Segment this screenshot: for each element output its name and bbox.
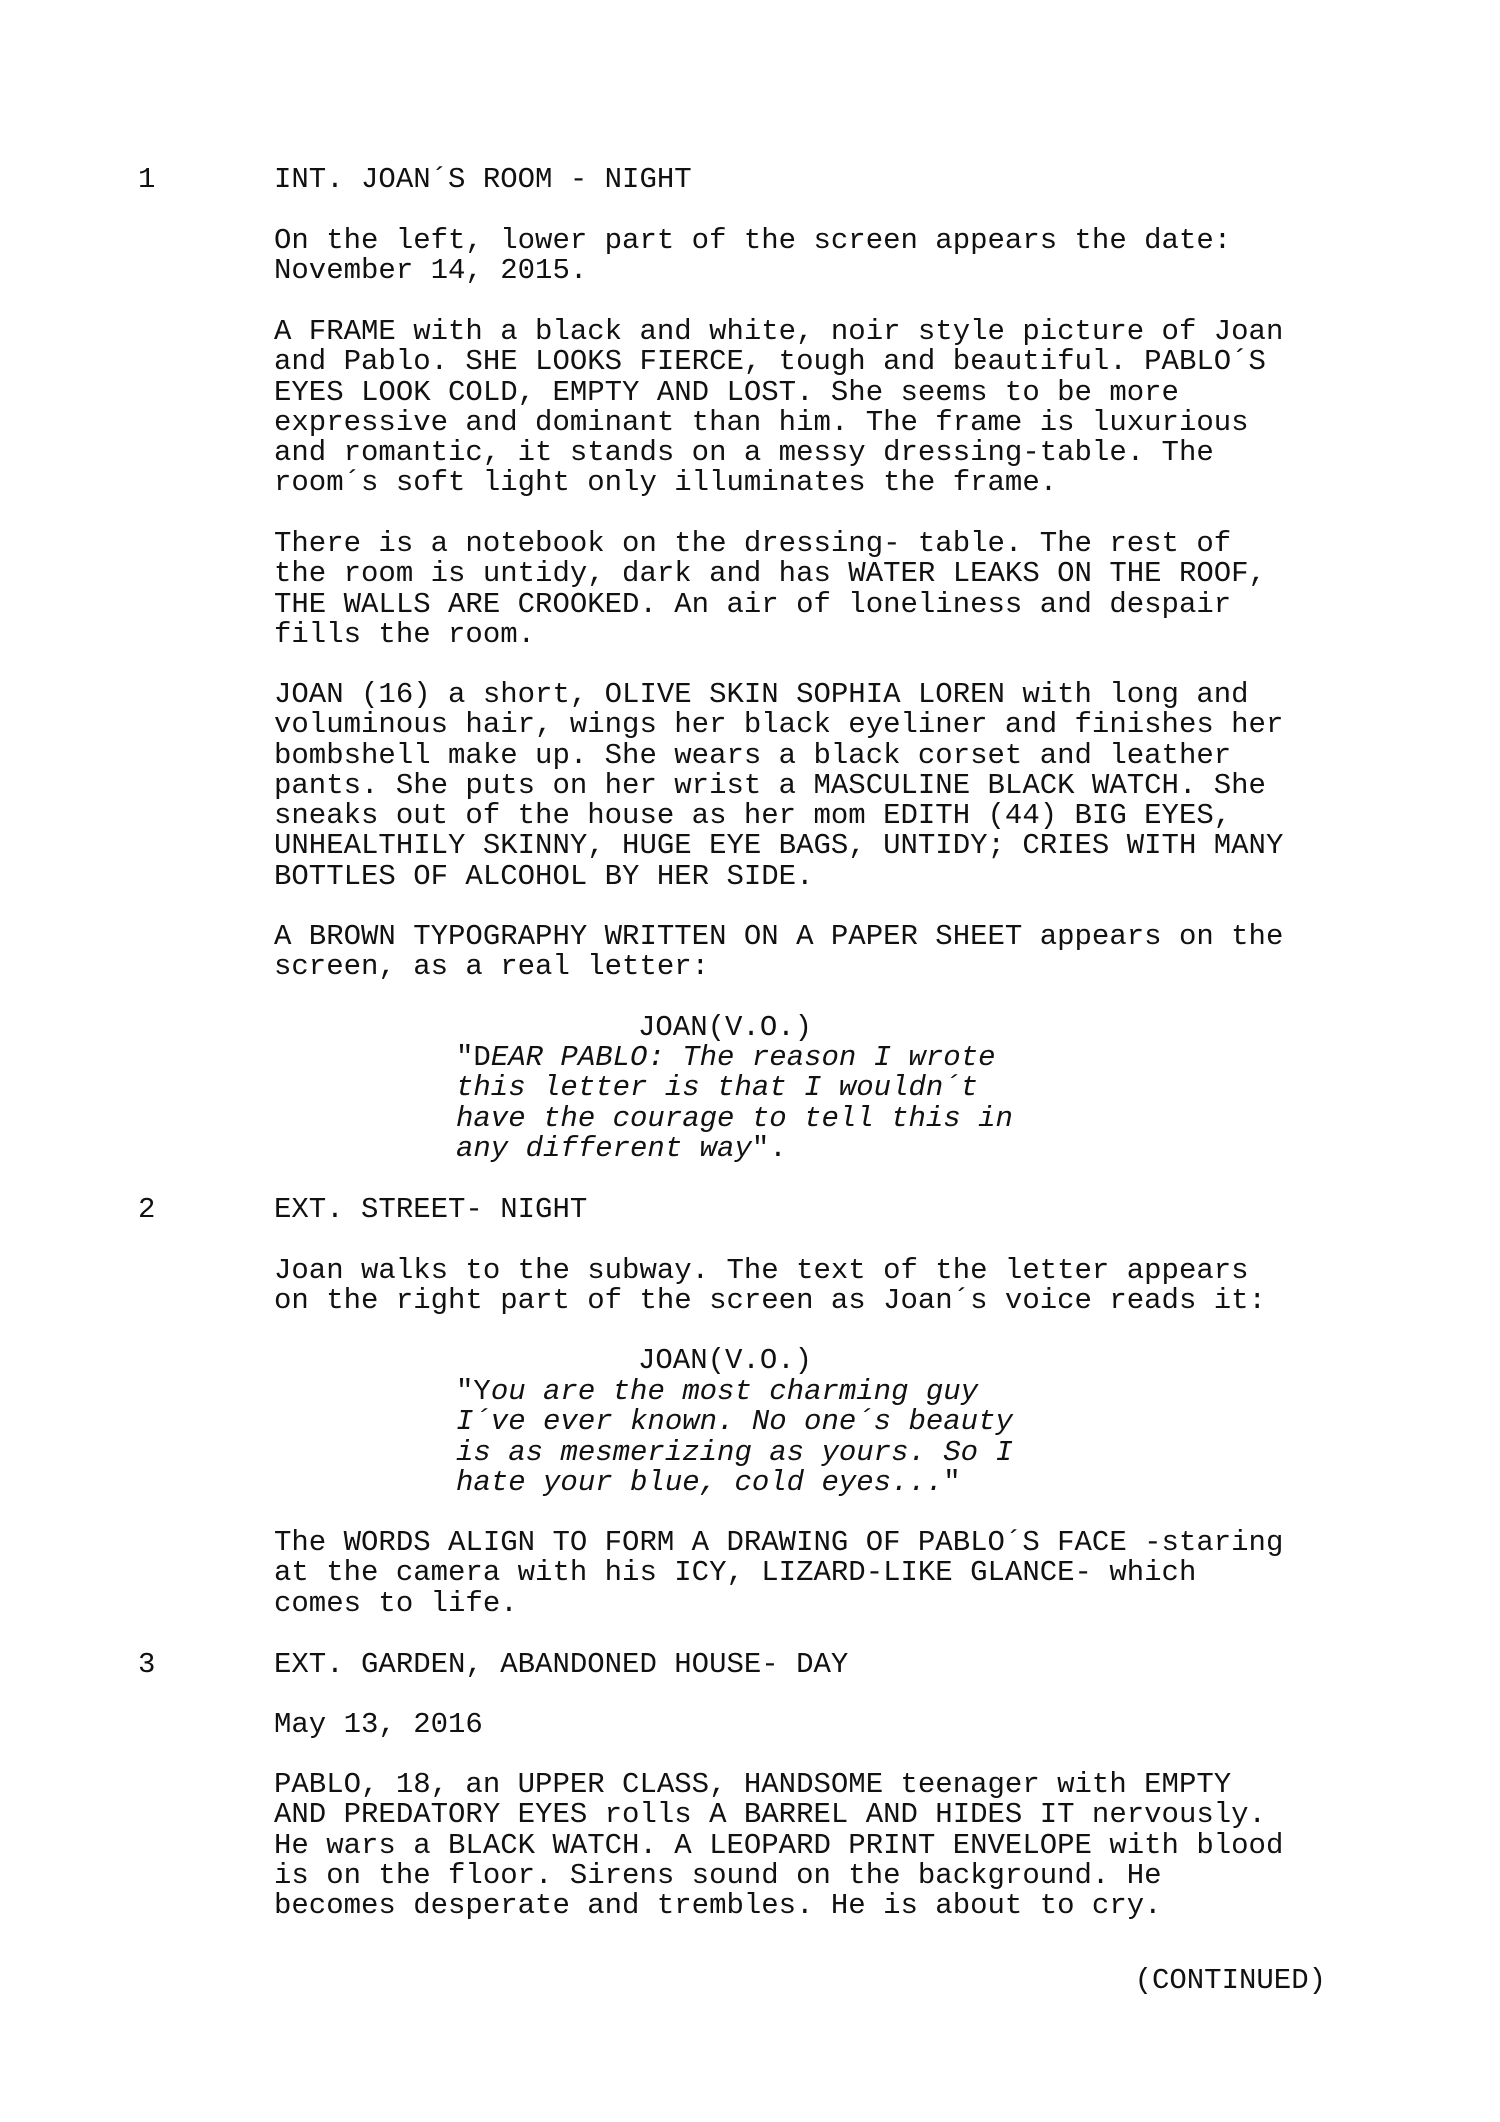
scene-heading: INT. JOAN´S ROOM - NIGHT [274,163,692,196]
dialogue-open-quote: "Y [456,1375,491,1408]
dialogue-text: EAR PABLO: The reason I wrote this letter is that I wouldn´t have the courage to tell this in any different way [456,1041,1013,1165]
action-paragraph: On the left, lower part of the screen appears the date: November 14, 2015. [274,224,1232,288]
action-paragraph: A FRAME with a black and white, noir style picture of Joan and Pablo. SHE LOOKS FIERCE, tough and beautiful. PABLO´S EYES LOOK COLD, EMPTY AND LOST. She seems to be more expressive and dominant than him. The frame is luxurious and romantic, it stands on a messy dressing-table. The room´s soft light only illuminates the frame. [274,315,1284,500]
character-name: JOAN(V.O.) [638,1344,813,1377]
action-paragraph: May 13, 2016 [274,1708,483,1741]
dialogue-close-quote: ". [751,1131,787,1165]
character-name: JOAN(V.O.) [638,1011,813,1044]
dialogue-block [456,1043,1076,1164]
action-paragraph: PABLO, 18, an UPPER CLASS, HANDSOME teenager with EMPTY AND PREDATORY EYES rolls A BARREL AND HIDES IT nervously. He wars a BLACK WATCH. A LEOPARD PRINT ENVELOPE with blood is on the floor. Sirens sound on the background. He becomes desperate and trembles. He is about to cry. [274,1768,1284,1923]
scene-heading: EXT. GARDEN, ABANDONED HOUSE- DAY [274,1648,849,1681]
dialogue-text: ou are the most charming guy I´ve ever known. No one´s beauty is as mesmerizing as yours. So I hate your blue, cold eyes... [456,1375,1013,1499]
action-paragraph: The WORDS ALIGN TO FORM A DRAWING OF PABLO´S FACE -staring at the camera with his ICY, LIZARD-LIKE GLANCE- which comes to life. [274,1526,1284,1620]
action-paragraph: There is a notebook on the dressing- table. The rest of the room is untidy, dark and has WATER LEAKS ON THE ROOF, THE WALLS ARE CROOKED. An air of loneliness and despair fills the room. [274,527,1266,651]
action-paragraph: JOAN (16) a short, OLIVE SKIN SOPHIA LOREN with long and voluminous hair, wings her black eyeliner and finishes her bombshell make up. She wears a black corset and leather pants. She puts on her wrist a MASCULINE BLACK WATCH. She sneaks out of the house as her mom EDITH (44) BIG EYES, UNHEALTHILY SKINNY, HUGE EYE BAGS, UNTIDY; CRIES WITH MANY BOTTLES OF ALCOHOL BY HER SIDE. [274,678,1284,893]
scene-number: 1 [138,163,156,196]
scene-number: 2 [138,1193,156,1226]
continued-label: (CONTINUED) [1134,1964,1326,1997]
dialogue-open-quote: "D [456,1041,491,1074]
scene-number: 3 [138,1648,156,1681]
dialogue-close-quote: " [943,1465,961,1499]
scene-heading: EXT. STREET- NIGHT [274,1193,588,1226]
dialogue-block [456,1377,1076,1498]
action-paragraph: A BROWN TYPOGRAPHY WRITTEN ON A PAPER SHEET appears on the screen, as a real letter: [274,920,1284,984]
action-paragraph: Joan walks to the subway. The text of the letter appears on the right part of the screen as Joan´s voice reads it: [274,1254,1266,1318]
